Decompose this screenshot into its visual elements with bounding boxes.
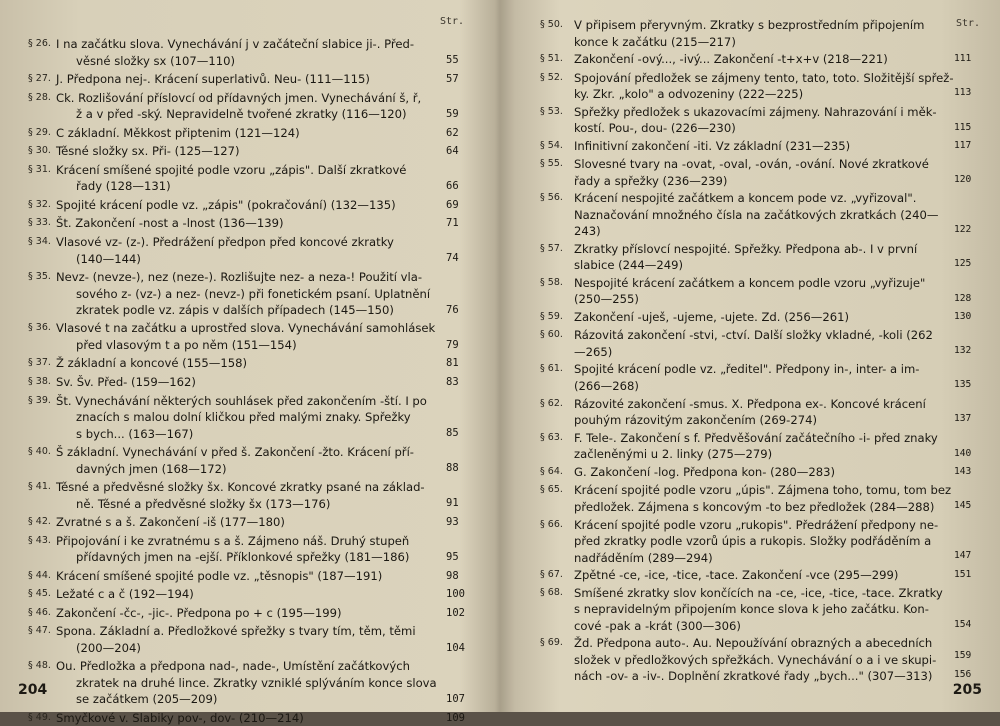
toc-page-ref: 100: [446, 588, 465, 601]
entry-text: Těsné složky sx. Při- (125—127): [56, 144, 240, 159]
entry-text: Spojité krácení podle vz. „zápis" (pokračování) (132—135): [56, 197, 396, 212]
toc-entry: [540, 567, 980, 584]
toc-page-ref: 71: [446, 217, 459, 230]
toc-entry: [540, 309, 980, 326]
entry-text: Zpětné -ce, -ice, -tice, -tace. Zakončení -vce (295—299): [574, 567, 899, 582]
entry-text: s nepravidelným připojením konce slova k jeho začátku. Kon-: [574, 602, 929, 617]
entry-text: věsné složky sx (107—110): [76, 53, 235, 68]
entry-text: Zakončení -ový..., -ivý... Zakončení -t+x+v (218—221): [574, 52, 888, 67]
section-number: § 38.: [28, 376, 51, 387]
entry-text: Ž základní a koncové (155—158): [56, 356, 248, 371]
section-number: § 59.: [540, 310, 563, 322]
section-number: § 63.: [540, 431, 563, 443]
toc-page-ref: 64: [446, 145, 459, 158]
toc-entry: [28, 586, 468, 603]
entry-text: znacích s malou dolní kličkou před malými znaky. Spřežky: [76, 410, 411, 425]
section-number: § 32.: [28, 198, 51, 210]
entry-text: Naznačování množného čísla na začátkových zkratkách (240—: [574, 207, 939, 222]
page-number: 205: [952, 682, 982, 698]
toc-page-ref: 125: [954, 258, 972, 270]
toc-page-ref: 113: [954, 87, 972, 99]
toc-page-ref: 76: [446, 303, 459, 316]
entry-text: sového z- (vz-) a nez- (nevz-) při fonetickém psaní. Uplatnění: [76, 286, 431, 301]
toc-page-ref: 147: [954, 550, 972, 562]
toc-page-ref: 69: [446, 198, 459, 211]
toc-entry: [28, 143, 468, 160]
entry-text: Spona. Základní a. Předložkové spřežky s tvary tím, těm, těmi: [56, 624, 416, 639]
entry-text: Rázovité zakončení -smus. X. Předpona ex-. Koncové krácení: [574, 396, 926, 411]
toc-page-ref: 140: [954, 447, 972, 459]
toc-entry: [28, 374, 468, 391]
entry-text: konce k začátku (215—217): [574, 34, 736, 49]
section-number: § 58.: [540, 276, 563, 288]
toc-page-ref: 145: [954, 500, 972, 512]
entry-text: Krácení spojité podle vzoru „úpis". Zájmena toho, tomu, tom bez: [574, 483, 952, 498]
section-number: § 55.: [540, 158, 563, 170]
section-number: § 42.: [28, 516, 51, 527]
toc-entry: [28, 71, 468, 88]
toc-page-ref: 137: [954, 413, 972, 425]
toc-entry: [540, 396, 980, 429]
entry-text: Št. Zakončení -nost a -lnost (136—139): [56, 216, 284, 231]
entry-text: V připisem přeryvným. Zkratky s bezprostředním připojením: [574, 18, 925, 32]
toc-page-ref: 102: [446, 606, 465, 619]
toc-entry: [28, 90, 468, 123]
toc-entry: [28, 215, 468, 232]
toc-page-ref: 156: [954, 668, 972, 680]
toc-entry: [540, 585, 980, 635]
section-number: § 30.: [28, 145, 51, 157]
entry-text: Sv. Šv. Před- (159—162): [56, 375, 196, 389]
toc-page-ref: 143: [954, 466, 972, 477]
entry-text: I na začátku slova. Vynechávání j v začáteční slabice ji-. Před-: [56, 37, 415, 51]
section-number: § 27.: [28, 73, 51, 84]
entry-text: Š základní. Vynechávání v před š. Zakončení -žto. Krácení pří-: [56, 445, 414, 459]
section-number: § 29.: [28, 126, 51, 138]
section-number: § 44.: [28, 569, 51, 581]
section-number: § 28.: [28, 91, 51, 103]
section-number: § 46.: [28, 606, 51, 618]
entry-text: Krácení spojité podle vzoru „rukopis". Předrážení předpony ne-: [574, 517, 939, 532]
entry-text: Št. Vynechávání některých souhlásek před zakončením -ští. I po: [56, 393, 427, 408]
entry-text: davných jmen (168—172): [76, 461, 227, 476]
entry-text: Spojité krácení podle vz. „ředitel". Předpony in-, inter- a im-: [574, 362, 920, 377]
entry-text: nách -ov- a -iv-. Doplnění zkratkové řady „bych..." (307—313): [574, 669, 933, 683]
entry-text: G. Zakončení -log. Předpona kon- (280—283): [574, 465, 836, 479]
page-column-header: Str.: [956, 18, 981, 29]
section-number: § 69.: [540, 637, 563, 648]
section-number: § 61.: [540, 363, 563, 375]
page-number: 204: [18, 682, 48, 698]
entry-text: cové -pak a -krát (300—306): [574, 618, 741, 633]
entry-text: začleněnými u 2. linky (275—279): [574, 447, 773, 462]
entry-text: Vlasové t na začátku a uprostřed slova. Vynechávání samohlásek: [56, 321, 436, 336]
toc-page-ref: 88: [446, 462, 459, 475]
left-page: [0, 0, 500, 725]
section-number: § 34.: [28, 236, 51, 247]
entry-text: 243): [574, 224, 601, 239]
right-page: [500, 0, 1000, 712]
entry-text: ně. Těsné a předvěsné složky šx (173—176): [76, 496, 331, 511]
toc-entry: [540, 138, 980, 155]
entry-text: nadřáděním (289—294): [574, 550, 713, 565]
toc-page-ref: 83: [446, 376, 459, 388]
toc-entry: [540, 241, 980, 274]
page-column-header: Str.: [440, 16, 465, 27]
toc-page-ref: 93: [446, 516, 459, 528]
entry-text: přídavných jmen na -ejší. Příklonkové spřežky (181—186): [76, 550, 410, 565]
entry-text: Spojování předložek se zájmeny tento, tato, toto. Složitější spřež-: [574, 70, 954, 85]
entry-text: Zvratné s a š. Zakončení -iš (177—180): [56, 515, 285, 529]
entry-text: J. Předpona nej-. Krácení superlativů. Neu- (111—115): [56, 72, 370, 86]
toc-page-ref: 57: [446, 73, 459, 85]
toc-entry: [540, 17, 980, 50]
entry-text: Smíšené zkratky slov končících na -ce, -ice, -tice, -tace. Zkratky: [574, 585, 943, 600]
section-number: § 51.: [540, 53, 563, 65]
toc-entry: [540, 327, 980, 360]
toc-page-ref: 115: [954, 121, 972, 133]
section-number: § 45.: [28, 588, 51, 600]
toc-entry: [28, 320, 468, 353]
toc-page-ref: 151: [954, 568, 972, 580]
toc-page-ref: 81: [446, 357, 459, 370]
section-number: § 41.: [28, 481, 51, 492]
section-number: § 40.: [28, 446, 51, 457]
toc-page-ref: 74: [446, 252, 459, 265]
toc-page-ref: 98: [446, 569, 459, 582]
toc-page-ref: 159: [954, 650, 972, 661]
toc-page-ref: 111: [954, 53, 972, 65]
section-number: § 43.: [28, 534, 51, 546]
section-number: § 52.: [540, 71, 563, 83]
entry-text: řady a spřežky (236—239): [574, 173, 728, 188]
toc-page-ref: 132: [954, 345, 972, 357]
entry-text: C základní. Měkkost připtenim (121—124): [56, 125, 300, 140]
entry-text: Slovesné tvary na -ovat, -oval, -ován, -ování. Nové zkratkové: [574, 157, 929, 172]
entry-text: Zakončení -uješ, -ujeme, -ujete. Zd. (256—261): [574, 309, 850, 324]
entry-text: Smyčkové v. Slabiky pov-, dov- (210—214): [56, 710, 304, 725]
toc-entry: [540, 51, 980, 68]
entry-text: Ou. Předložka a předpona nad-, nade-, Umístění začátkových: [56, 659, 410, 674]
toc-page-ref: 104: [446, 641, 465, 654]
toc-page-ref: 66: [446, 180, 459, 193]
entry-text: Nespojité krácení začátkem a koncem podle vzoru „vyřizuje": [574, 275, 926, 290]
entry-text: —265): [574, 344, 613, 359]
entry-text: Krácení nespojité začátkem a koncem pode vz. „vyřizoval".: [574, 191, 917, 206]
toc-entry: [28, 162, 468, 195]
toc-entry: [28, 36, 468, 69]
toc-page-ref: 62: [446, 126, 459, 139]
section-number: § 50.: [540, 19, 563, 30]
toc-entry: [28, 623, 468, 656]
entry-text: (250—255): [574, 292, 639, 307]
entry-text: Spřežky předložek s ukazovacími zájmeny. Nahrazování i měk-: [574, 104, 937, 119]
entry-text: Ck. Rozlišování příslovcí od přídavných jmen. Vynechávání š, ř,: [56, 90, 422, 105]
section-number: § 48.: [28, 660, 51, 672]
entry-text: Krácení smíšené spojité podle vz. „těsnopis" (187—191): [56, 568, 383, 583]
section-number: § 39.: [28, 394, 51, 406]
entry-text: zkratek na druhé lince. Zkratky vzniklé splýváním konce slova: [76, 675, 437, 690]
toc-entry: [540, 190, 980, 240]
entry-text: kostí. Pou-, dou- (226—230): [574, 121, 736, 136]
toc-entry: [28, 710, 468, 726]
section-number: § 49.: [28, 711, 51, 723]
toc-entry: [540, 517, 980, 567]
toc-entry: [28, 605, 468, 622]
entry-text: Zkratky příslovcí nespojité. Spřežky. Předpona ab-. I v první: [574, 241, 918, 256]
toc-page-ref: 130: [954, 310, 972, 322]
entry-text: (200—204): [76, 640, 141, 655]
toc-entry: [28, 355, 468, 372]
entry-text: před zkratky podle vzorů úpis a rukopis. Složky podřáděním a: [574, 534, 932, 548]
section-number: § 68.: [540, 586, 563, 598]
toc-entry: [540, 275, 980, 308]
toc-page-ref: 91: [446, 497, 459, 510]
entry-text: zkratek podle vz. zápis v dalších případech (145—150): [76, 303, 394, 317]
entry-text: Ležaté c a č (192—194): [56, 587, 194, 602]
section-number: § 36.: [28, 322, 51, 334]
section-number: § 66.: [540, 518, 563, 530]
entry-text: před vlasovým t a po něm (151—154): [76, 337, 297, 352]
toc-entry: [540, 635, 980, 685]
toc-page-ref: 59: [446, 107, 459, 120]
toc-entry: [540, 361, 980, 394]
toc-entry: [540, 156, 980, 189]
toc-page-ref: 128: [954, 292, 972, 304]
entry-text: Těsné a předvěsné složky šx. Koncové zkratky psané na základ-: [56, 480, 425, 494]
section-number: § 56.: [540, 192, 563, 204]
entry-text: F. Tele-. Zakončení s f. Předvěšování začátečního -i- před znaky: [574, 430, 938, 445]
entry-text: ky. Zkr. „kolo" a odvozeniny (222—225): [574, 87, 804, 101]
toc-entry: [28, 197, 468, 214]
entry-text: Zakončení -čc-, -jic-. Předpona po + c (195—199): [56, 605, 342, 620]
entry-text: Rázovitá zakončení -stvi, -ctví. Další složky vkladné, -koli (262: [574, 328, 933, 343]
toc-page-ref: 95: [446, 550, 459, 563]
toc-entry: [28, 533, 468, 566]
section-number: § 64.: [540, 466, 563, 477]
section-number: § 60.: [540, 329, 563, 341]
toc-entry: [540, 464, 980, 481]
entry-text: (266—268): [574, 378, 639, 393]
entry-text: Žd. Předpona auto-. Au. Nepoužívání obrazných a abecedních: [574, 636, 933, 650]
toc-entry: [28, 125, 468, 142]
toc-entry: [28, 514, 468, 531]
section-number: § 62.: [540, 397, 563, 409]
toc-page-ref: 117: [954, 139, 972, 151]
entry-text: slabice (244—249): [574, 258, 684, 272]
section-number: § 31.: [28, 163, 51, 175]
entry-text: se začátkem (205—209): [76, 692, 218, 707]
toc-entry: [28, 269, 468, 319]
entry-text: Nevz- (nevze-), nez (neze-). Rozlišujte nez- a neza-! Použití vla-: [56, 270, 423, 284]
toc-entry: [28, 393, 468, 443]
entry-text: ž a v před -ský. Nepravidelně tvořené zkratky (116—120): [76, 107, 407, 122]
entry-text: Vlasové vz- (z-). Předrážení předpon před koncové zkratky: [56, 235, 394, 249]
toc-page-ref: 120: [954, 174, 972, 186]
section-number: § 37.: [28, 357, 51, 369]
entry-text: Infinitivní zakončení -iti. Vz základní (231—235): [574, 138, 851, 153]
entry-text: Připojování i ke zvratnému s a š. Zájmeno náš. Druhý stupeň: [56, 533, 410, 548]
toc-entry: [28, 658, 468, 708]
section-number: § 35.: [28, 271, 51, 282]
toc-page-ref: 122: [954, 224, 972, 236]
toc-entry: [28, 479, 468, 512]
entry-text: s bych... (163—167): [76, 426, 194, 441]
toc-page-ref: 79: [446, 338, 459, 351]
toc-page-ref: 107: [446, 693, 465, 706]
toc-page-ref: 154: [954, 618, 972, 630]
toc-entry: [540, 104, 980, 137]
entry-text: pouhým rázovitým zakončením (269-274): [574, 413, 817, 428]
entry-text: řady (128—131): [76, 179, 171, 194]
toc-page-ref: 85: [446, 427, 459, 440]
toc-page-ref: 109: [446, 711, 465, 724]
toc-entry: [540, 482, 980, 515]
toc-entry: [28, 444, 468, 477]
section-number: § 26.: [28, 38, 51, 49]
section-number: § 47.: [28, 625, 51, 637]
entry-text: (140—144): [76, 251, 141, 266]
section-number: § 54.: [540, 139, 563, 151]
entry-text: předložek. Zájmena s koncovým -to bez předložek (284—288): [574, 499, 935, 514]
section-number: § 65.: [540, 484, 563, 496]
toc-entry: [540, 430, 980, 463]
toc-page-ref: 55: [446, 54, 459, 67]
toc-entry: [540, 70, 980, 103]
entry-text: Krácení smíšené spojité podle vzoru „zápis". Další zkratkové: [56, 162, 407, 177]
section-number: § 33.: [28, 217, 51, 229]
section-number: § 53.: [540, 105, 563, 117]
toc-page-ref: 135: [954, 379, 972, 391]
entry-text: složek v předložkových spřežkách. Vynechávání o a i ve skupi-: [574, 652, 937, 667]
section-number: § 57.: [540, 242, 563, 254]
section-number: § 67.: [540, 568, 563, 580]
toc-entry: [28, 234, 468, 267]
toc-entry: [28, 568, 468, 585]
